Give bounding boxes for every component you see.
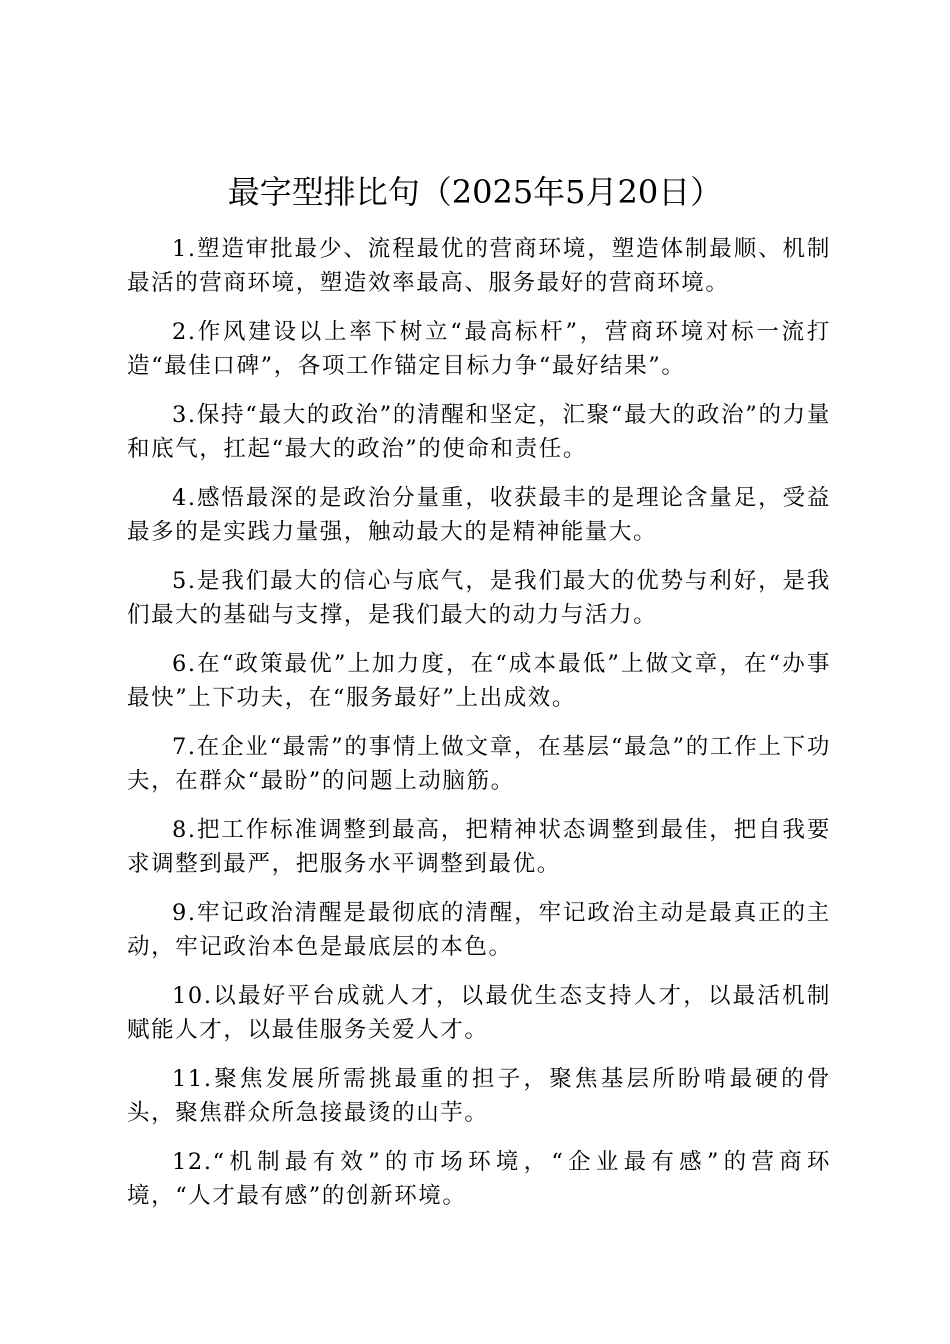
document-title: 最字型排比句（2025年5月20日） — [227, 173, 723, 211]
paragraph: 1.塑造审批最少、流程最优的营商环境，塑造体制最顺、机制最活的营商环境，塑造效率最高、服务最好的营商环境。 — [127, 236, 831, 296]
paragraph: 8.把工作标准调整到最高，把精神状态调整到最佳，把自我要求调整到最严，把服务水平调整到最优。 — [127, 817, 831, 877]
paragraph: 11.聚焦发展所需挑最重的担子，聚焦基层所盼啃最硬的骨头，聚焦群众所急接最烫的山芋。 — [127, 1066, 831, 1126]
paragraph: 7.在企业“最需”的事情上做文章，在基层“最急”的工作上下功夫，在群众“最盼”的问题上动脑筋。 — [127, 734, 831, 794]
paragraph: 6.在“政策最优”上加力度，在“成本最低”上做文章，在“办事最快”上下功夫，在“服务最好”上出成效。 — [127, 651, 831, 711]
paragraph: 10.以最好平台成就人才，以最优生态支持人才，以最活机制赋能人才，以最佳服务关爱人才。 — [127, 983, 831, 1043]
paragraph: 2.作风建设以上率下树立“最高标杆”，营商环境对标一流打造“最佳口碑”，各项工作锚定目标力争“最好结果”。 — [127, 319, 831, 379]
paragraph: 12.“机制最有效”的市场环境，“企业最有感”的营商环境，“人才最有感”的创新环境。 — [127, 1149, 831, 1209]
paragraph: 4.感悟最深的是政治分量重，收获最丰的是理论含量足，受益最多的是实践力量强，触动最大的是精神能量大。 — [127, 485, 831, 545]
paragraph: 9.牢记政治清醒是最彻底的清醒，牢记政治主动是最真正的主动，牢记政治本色是最底层的本色。 — [127, 900, 831, 960]
paragraph: 3.保持“最大的政治”的清醒和坚定，汇聚“最大的政治”的力量和底气，扛起“最大的政治”的使命和责任。 — [127, 402, 831, 462]
document-body — [127, 232, 831, 1228]
paragraph: 5.是我们最大的信心与底气，是我们最大的优势与利好，是我们最大的基础与支撑，是我们最大的动力与活力。 — [127, 568, 831, 628]
